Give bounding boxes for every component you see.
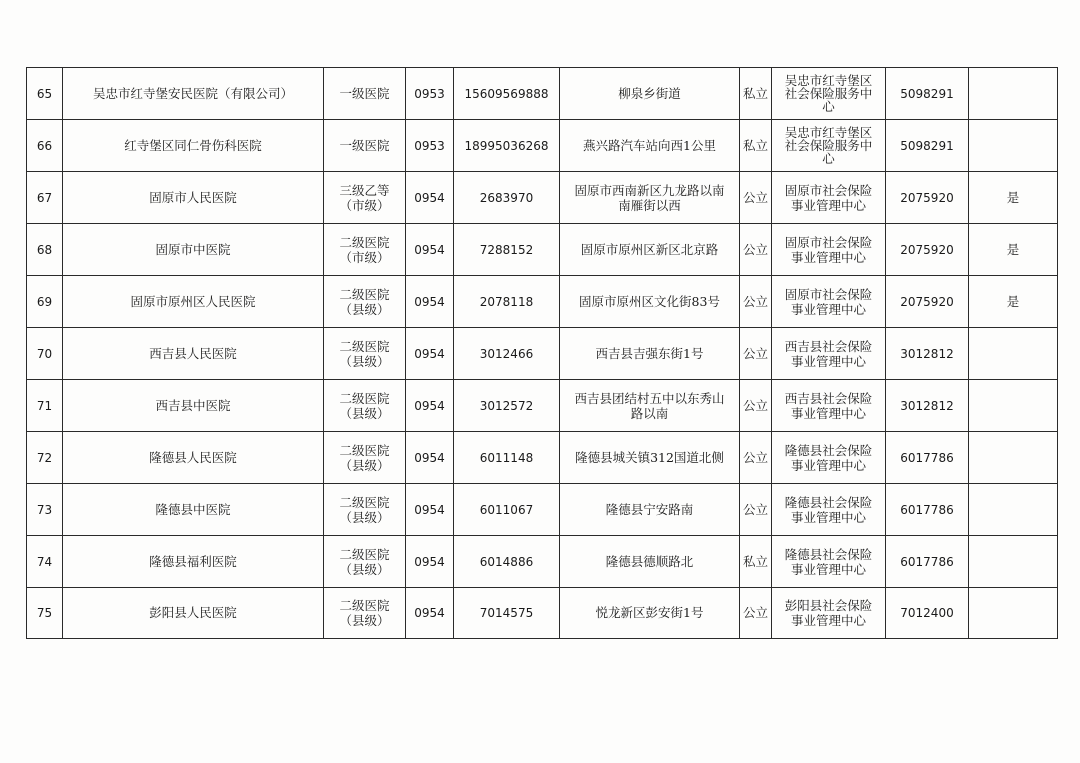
hospital-level-line: 二级医院 — [339, 442, 390, 458]
insurance-agency — [772, 432, 886, 484]
hospital-phone: 7014575 — [454, 588, 560, 639]
insurance-agency-line: 事业管理中心 — [790, 197, 866, 213]
hospital-level-line: 二级医院 — [339, 338, 390, 354]
insurance-agency-line: 社会保险服务中 — [784, 86, 873, 101]
insurance-agency-line: 心 — [822, 99, 835, 114]
hospital-level-line: （县级） — [339, 405, 390, 421]
hospital-phone: 6014886 — [454, 536, 560, 588]
hospital-name: 吴忠市红寺堡安民医院（有限公司） — [63, 68, 324, 120]
insurance-agency — [772, 328, 886, 380]
hospital-address — [560, 380, 740, 432]
row-number: 72 — [27, 432, 63, 484]
insurance-agency-line: 西吉县社会保险 — [784, 338, 873, 354]
insurance-agency — [772, 120, 886, 172]
hospital-phone: 2078118 — [454, 276, 560, 328]
area-code: 0954 — [406, 224, 454, 276]
agency-phone: 2075920 — [886, 172, 969, 224]
ownership-type: 公立 — [740, 484, 772, 536]
hospital-address — [560, 224, 740, 276]
flag-cell — [969, 120, 1058, 172]
hospital-phone: 6011148 — [454, 432, 560, 484]
hospital-level-line: 二级医院 — [339, 546, 390, 562]
flag-cell: 是 — [969, 224, 1058, 276]
insurance-agency-line: 事业管理中心 — [790, 249, 866, 265]
area-code: 0954 — [406, 484, 454, 536]
insurance-agency — [772, 68, 886, 120]
hospital-phone: 3012572 — [454, 380, 560, 432]
ownership-type: 私立 — [740, 120, 772, 172]
hospital-level-line: 一级医院 — [339, 85, 390, 101]
hospital-level-line: 三级乙等 — [339, 182, 390, 198]
insurance-agency-line: 吴忠市红寺堡区 — [784, 73, 873, 88]
hospital-level-line: 二级医院 — [339, 390, 390, 406]
row-number: 73 — [27, 484, 63, 536]
insurance-agency-line: 事业管理中心 — [790, 613, 866, 628]
hospital-level — [324, 120, 406, 172]
insurance-agency-line: 社会保险服务中 — [784, 138, 873, 153]
insurance-agency — [772, 536, 886, 588]
hospital-level — [324, 484, 406, 536]
hospital-level-line: 一级医院 — [339, 137, 390, 153]
insurance-agency-line: 事业管理中心 — [790, 509, 866, 525]
ownership-type: 公立 — [740, 224, 772, 276]
insurance-agency-line: 事业管理中心 — [790, 353, 866, 369]
hospital-phone: 2683970 — [454, 172, 560, 224]
hospital-address — [560, 432, 740, 484]
hospital-table — [26, 67, 1058, 639]
hospital-level-line: 二级医院 — [339, 234, 390, 250]
area-code: 0953 — [406, 120, 454, 172]
hospital-level — [324, 276, 406, 328]
area-code: 0954 — [406, 380, 454, 432]
row-number: 66 — [27, 120, 63, 172]
hospital-level-line: （县级） — [339, 457, 390, 473]
hospital-address — [560, 276, 740, 328]
table-row — [27, 68, 1058, 120]
table-row — [27, 432, 1058, 484]
flag-cell — [969, 484, 1058, 536]
area-code: 0953 — [406, 68, 454, 120]
hospital-address-line: 悦龙新区彭安街1号 — [595, 605, 704, 620]
hospital-level — [324, 68, 406, 120]
hospital-address — [560, 588, 740, 639]
hospital-phone: 7288152 — [454, 224, 560, 276]
hospital-level — [324, 380, 406, 432]
table-row — [27, 172, 1058, 224]
hospital-level — [324, 432, 406, 484]
table-row — [27, 120, 1058, 172]
row-number: 70 — [27, 328, 63, 380]
table-row — [27, 536, 1058, 588]
hospital-address — [560, 172, 740, 224]
ownership-type: 私立 — [740, 536, 772, 588]
area-code: 0954 — [406, 276, 454, 328]
flag-cell — [969, 380, 1058, 432]
hospital-level-line: 二级医院 — [339, 598, 390, 613]
insurance-agency — [772, 224, 886, 276]
flag-cell — [969, 68, 1058, 120]
hospital-address — [560, 484, 740, 536]
row-number: 67 — [27, 172, 63, 224]
hospital-phone: 18995036268 — [454, 120, 560, 172]
table-row — [27, 484, 1058, 536]
agency-phone: 3012812 — [886, 380, 969, 432]
row-number: 65 — [27, 68, 63, 120]
hospital-name: 西吉县中医院 — [63, 380, 324, 432]
insurance-agency-line: 事业管理中心 — [790, 301, 866, 317]
hospital-name: 红寺堡区同仁骨伤科医院 — [63, 120, 324, 172]
hospital-level-line: （县级） — [339, 301, 390, 317]
row-number: 69 — [27, 276, 63, 328]
hospital-phone: 6011067 — [454, 484, 560, 536]
hospital-name: 固原市人民医院 — [63, 172, 324, 224]
agency-phone: 5098291 — [886, 120, 969, 172]
ownership-type: 公立 — [740, 432, 772, 484]
hospital-address-line: 西吉县团结村五中以东秀山 — [574, 390, 725, 406]
ownership-type: 公立 — [740, 328, 772, 380]
table-row — [27, 224, 1058, 276]
agency-phone: 3012812 — [886, 328, 969, 380]
insurance-agency-line: 事业管理中心 — [790, 561, 866, 577]
flag-cell — [969, 536, 1058, 588]
hospital-level — [324, 588, 406, 639]
hospital-address-line: 隆德县城关镇312国道北侧 — [575, 449, 724, 465]
hospital-name: 固原市原州区人民医院 — [63, 276, 324, 328]
row-number: 74 — [27, 536, 63, 588]
hospital-address-line: 燕兴路汽车站向西1公里 — [583, 137, 716, 153]
row-number: 68 — [27, 224, 63, 276]
agency-phone: 2075920 — [886, 276, 969, 328]
hospital-address-line: 固原市西南新区九龙路以南 — [574, 182, 725, 198]
insurance-agency-line: 事业管理中心 — [790, 457, 866, 473]
insurance-agency-line: 固原市社会保险 — [784, 234, 873, 250]
flag-cell: 是 — [969, 172, 1058, 224]
agency-phone: 6017786 — [886, 432, 969, 484]
insurance-agency — [772, 484, 886, 536]
agency-phone: 6017786 — [886, 536, 969, 588]
area-code: 0954 — [406, 328, 454, 380]
hospital-name: 隆德县福利医院 — [63, 536, 324, 588]
hospital-level-line: （县级） — [339, 509, 390, 525]
hospital-address-line: 西吉县吉强东街1号 — [595, 345, 704, 361]
hospital-level-line: （市级） — [339, 249, 390, 265]
hospital-phone: 15609569888 — [454, 68, 560, 120]
ownership-type: 公立 — [740, 276, 772, 328]
area-code: 0954 — [406, 536, 454, 588]
ownership-type: 公立 — [740, 380, 772, 432]
hospital-level-line: 二级医院 — [339, 286, 390, 302]
hospital-level-line: （县级） — [339, 613, 390, 628]
hospital-address — [560, 328, 740, 380]
hospital-phone: 3012466 — [454, 328, 560, 380]
hospital-address-line: 路以南 — [630, 405, 669, 421]
hospital-address — [560, 68, 740, 120]
hospital-level-line: （县级） — [339, 353, 390, 369]
hospital-level — [324, 328, 406, 380]
table-row — [27, 276, 1058, 328]
hospital-name: 固原市中医院 — [63, 224, 324, 276]
agency-phone: 5098291 — [886, 68, 969, 120]
hospital-name: 彭阳县人民医院 — [63, 588, 324, 639]
insurance-agency-line: 隆德县社会保险 — [784, 546, 873, 562]
agency-phone: 7012400 — [886, 588, 969, 639]
hospital-level — [324, 224, 406, 276]
insurance-agency — [772, 588, 886, 639]
hospital-address-line: 固原市原州区文化街83号 — [579, 293, 720, 309]
hospital-address — [560, 120, 740, 172]
ownership-type: 私立 — [740, 68, 772, 120]
hospital-address-line: 南雁街以西 — [618, 197, 681, 213]
insurance-agency — [772, 380, 886, 432]
table-body — [27, 68, 1058, 639]
insurance-agency — [772, 276, 886, 328]
table-row — [27, 328, 1058, 380]
flag-cell — [969, 432, 1058, 484]
hospital-level — [324, 172, 406, 224]
row-number: 71 — [27, 380, 63, 432]
insurance-agency-line: 吴忠市红寺堡区 — [784, 125, 873, 140]
insurance-agency-line: 固原市社会保险 — [784, 182, 873, 198]
hospital-address-line: 固原市原州区新区北京路 — [580, 241, 719, 257]
insurance-agency-line: 固原市社会保险 — [784, 286, 873, 302]
insurance-agency-line: 西吉县社会保险 — [784, 390, 873, 406]
table-row — [27, 380, 1058, 432]
row-number: 75 — [27, 588, 63, 639]
hospital-level-line: 二级医院 — [339, 494, 390, 510]
hospital-address-line: 隆德县德顺路北 — [605, 553, 694, 569]
flag-cell — [969, 588, 1058, 639]
insurance-agency — [772, 172, 886, 224]
hospital-address — [560, 536, 740, 588]
hospital-level-line: （市级） — [339, 197, 390, 213]
area-code: 0954 — [406, 588, 454, 639]
hospital-level — [324, 536, 406, 588]
hospital-name: 隆德县人民医院 — [63, 432, 324, 484]
table-row — [27, 588, 1058, 639]
flag-cell — [969, 328, 1058, 380]
hospital-address-line: 柳泉乡街道 — [618, 85, 681, 101]
insurance-agency-line: 隆德县社会保险 — [784, 442, 873, 458]
hospital-name: 西吉县人民医院 — [63, 328, 324, 380]
insurance-agency-line: 心 — [822, 151, 835, 166]
ownership-type: 公立 — [740, 172, 772, 224]
insurance-agency-line: 隆德县社会保险 — [784, 494, 873, 510]
hospital-level-line: （县级） — [339, 561, 390, 577]
agency-phone: 6017786 — [886, 484, 969, 536]
ownership-type: 公立 — [740, 588, 772, 639]
hospital-address-line: 隆德县宁安路南 — [605, 501, 694, 517]
area-code: 0954 — [406, 432, 454, 484]
flag-cell: 是 — [969, 276, 1058, 328]
insurance-agency-line: 彭阳县社会保险 — [784, 598, 873, 613]
agency-phone: 2075920 — [886, 224, 969, 276]
hospital-name: 隆德县中医院 — [63, 484, 324, 536]
area-code: 0954 — [406, 172, 454, 224]
insurance-agency-line: 事业管理中心 — [790, 405, 866, 421]
